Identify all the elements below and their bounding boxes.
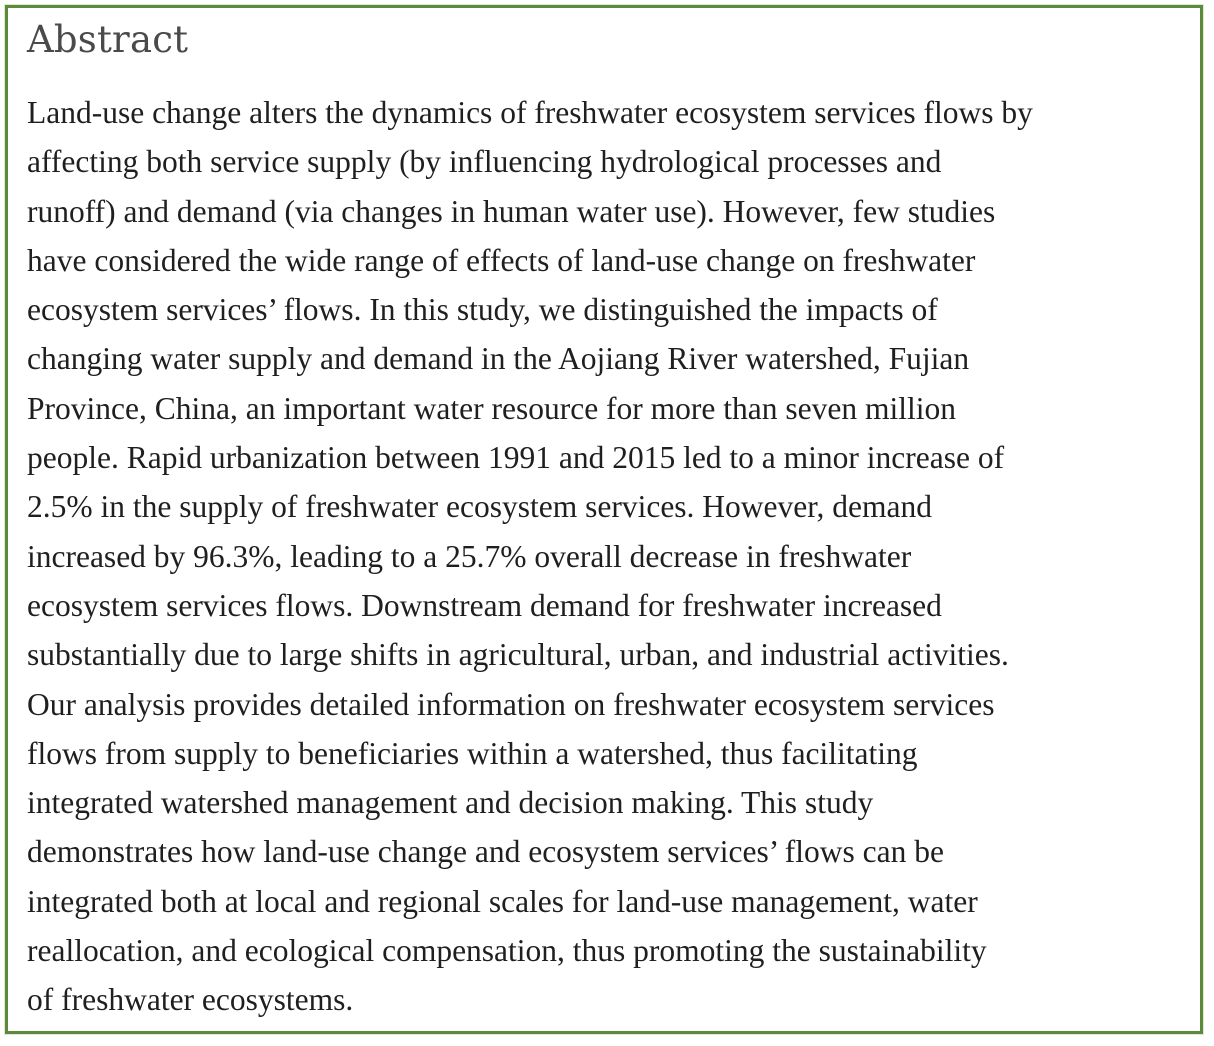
abstract-line: flows from supply to beneficiaries within a watershed, thus facilitating <box>27 735 918 771</box>
abstract-heading: Abstract <box>27 18 189 61</box>
abstract-line: reallocation, and ecological compensation, thus promoting the sustainability <box>27 933 987 969</box>
abstract-line: affecting both service supply (by influencing hydrological processes and <box>27 144 942 180</box>
abstract-line: increased by 96.3%, leading to a 25.7% overall decrease in freshwater <box>27 538 912 574</box>
abstract-line: integrated both at local and regional scales for land-use management, water <box>27 883 978 919</box>
abstract-line: ecosystem services flows. Downstream demand for freshwater increased <box>27 587 942 623</box>
abstract-line: Our analysis provides detailed information on freshwater ecosystem services <box>27 686 995 722</box>
abstract-panel <box>5 5 1203 1034</box>
abstract-line: runoff) and demand (via changes in human water use). However, few studies <box>27 193 996 229</box>
abstract-line: ecosystem services’ flows. In this study, we distinguished the impacts of <box>27 292 938 328</box>
abstract-line: integrated watershed management and decision making. This study <box>27 785 874 821</box>
abstract-line: people. Rapid urbanization between 1991 and 2015 led to a minor increase of <box>27 440 1005 476</box>
abstract-line: of freshwater ecosystems. <box>27 982 354 1018</box>
abstract-line: have considered the wide range of effects of land-use change on freshwater <box>27 242 976 278</box>
abstract-line: substantially due to large shifts in agricultural, urban, and industrial activities. <box>27 637 1009 673</box>
abstract-line: demonstrates how land-use change and ecosystem services’ flows can be <box>27 834 944 870</box>
abstract-line: changing water supply and demand in the Aojiang River watershed, Fujian <box>27 341 970 377</box>
abstract-line: Province, China, an important water resource for more than seven million <box>27 390 956 426</box>
abstract-body <box>27 88 1195 1025</box>
abstract-line: 2.5% in the supply of freshwater ecosystem services. However, demand <box>27 489 932 525</box>
abstract-line: Land-use change alters the dynamics of freshwater ecosystem services flows by <box>27 95 1033 130</box>
